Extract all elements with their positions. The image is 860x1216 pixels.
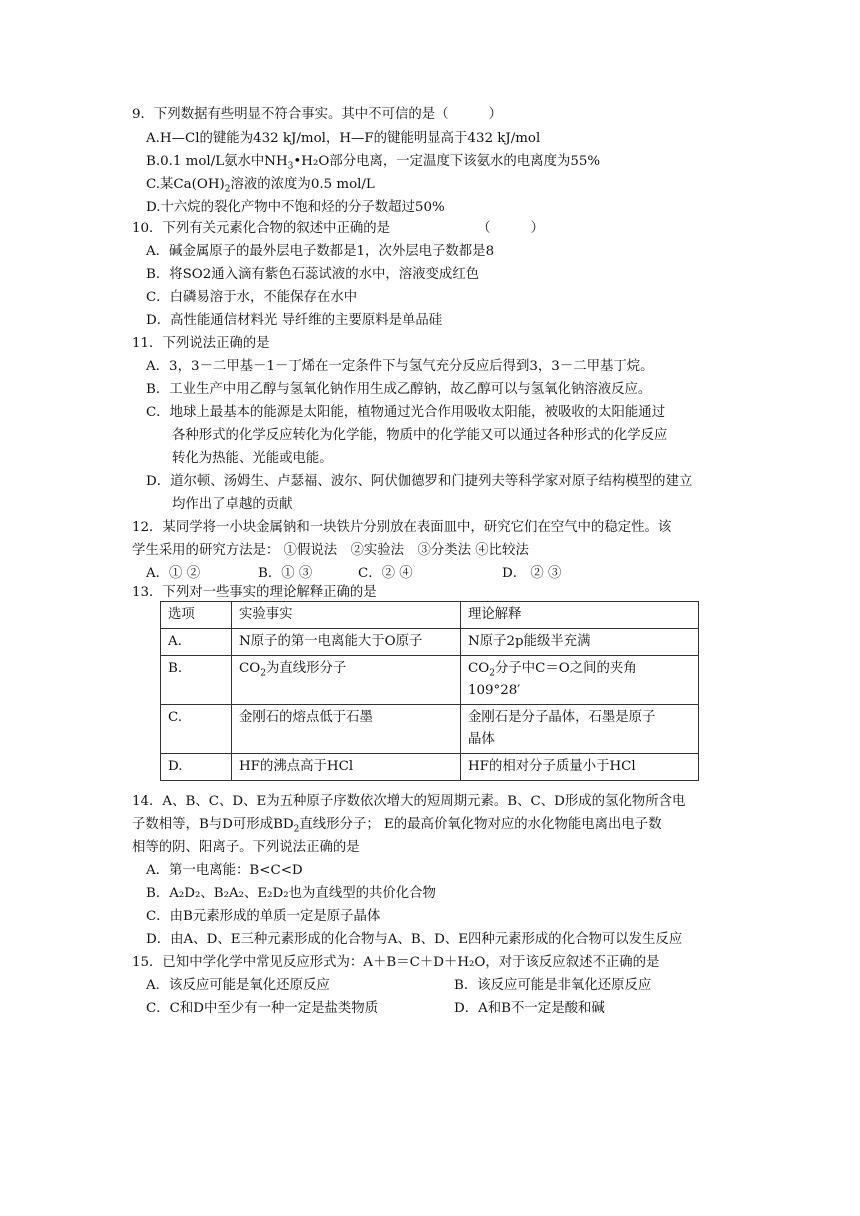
q10-option-d: D．高性能通信材料光 导纤维的主要原料是单品硅 [146, 313, 443, 328]
q11-option-d: D．道尔顿、汤姆生、卢瑟福、波尔、阿伏伽德罗和门捷列夫等科学家对原子结构模型的建立 [146, 474, 693, 489]
q11-option-d-line2: 均作出了卓越的贡献 [172, 497, 293, 512]
q11-option-a: A．3，3－二甲基－1－丁烯在一定条件下与氢气充分反应后得到3，3－二甲基丁烷。 [146, 359, 654, 374]
table-cell-option: D. [161, 754, 232, 781]
q11-option-c-line2: 各种形式的化学反应转化为化学能，物质中的化学能又可以通过各种形式的化学反应 [172, 428, 668, 443]
q14-option-b: B．A₂D₂、B₂A₂、E₂D₂也为直线型的共价化合物 [146, 886, 436, 901]
q9-option-b: B.0.1 mol/L氨水中$NH_3•H_2O$部分电离，一定温度下该氨水的电离度为55% [146, 154, 601, 172]
table-cell-reason: $CO_2$分子中C＝O之间的夹角 109°28′ [461, 656, 699, 705]
q11-option-c-line3: 转化为热能、光能或电能。 [172, 451, 333, 466]
q10-option-a: A．碱金属原子的最外层电子数都是1，次外层电子数都是8 [146, 244, 495, 259]
q10-option-c: C．白磷易溶于水，不能保存在水中 [146, 290, 358, 305]
q15-option-c: C．C和D中至少有一种一定是盐类物质 [146, 1001, 379, 1016]
q12-stem-line2: 学生采用的研究方法是： ①假说法 ②实验法 ③分类法 ④比较法 [132, 543, 529, 558]
table-cell-option: B. [161, 656, 232, 705]
q10-option-b: B．将SO2通入滴有紫色石蕊试液的水中，溶液变成红色 [146, 267, 480, 282]
q14-option-c: C．由B元素形成的单质一定是原子晶体 [146, 909, 381, 924]
table-header-row [161, 602, 699, 629]
table-cell-fact: HF的沸点高于HCl [232, 754, 461, 781]
q15-option-d: D．A和B不一定是酸和碱 [454, 1001, 605, 1016]
q14-stem: 14．A、B、C、D、E为五种原子序数依次增大的短周期元素。B、C、D形成的氢化物所含电 [132, 794, 686, 809]
q14-stem-line3: 相等的阴、阳离子。下列说法正确的是 [132, 840, 360, 855]
table-row [161, 754, 699, 781]
q9-option-d: D.十六烷的裂化产物中不饱和烃的分子数超过50% [146, 200, 445, 215]
q11-stem: 11．下列说法正确的是 [132, 336, 270, 351]
table-cell-reason: N原子2p能级半充满 [461, 629, 699, 656]
q13-stem: 13．下列对一些事实的理论解释正确的是 [132, 585, 377, 600]
q12-option-d: D． ② ③ [502, 566, 562, 581]
table-cell-fact: 金刚石的熔点低于石墨 [232, 705, 461, 754]
q15-option-a: A．该反应可能是氧化还原反应 [146, 978, 330, 993]
q15-option-b: B．该反应可能是非氧化还原反应 [454, 978, 652, 993]
q10-stem: 10．下列有关元素化合物的叙述中正确的是 （ ） [132, 221, 545, 236]
q11-option-b: B．工业生产中用乙醇与氢氧化钠作用生成乙醇钠，故乙醇可以与氢氧化钠溶液反应。 [146, 382, 652, 397]
table-cell-fact: $CO_2$为直线形分子 [232, 656, 461, 705]
table-cell-reason: HF的相对分子质量小于HCl [461, 754, 699, 781]
q12-option-b: B．① ③ [258, 566, 313, 581]
table-row [161, 705, 699, 754]
q9-option-c: C.某$Ca(OH)_2$溶液的浓度为0.5 mol/L [146, 177, 375, 195]
table-row [161, 656, 699, 705]
q15-stem: 15．已知中学化学中常见反应形式为：A＋B＝C＋D＋H₂O，对于该反应叙述不正确的是 [132, 955, 660, 970]
q14-option-d: D．由A、D、E三种元素形成的化合物与A、B、D、E四种元素形成的化合物可以发生反应 [146, 932, 683, 947]
table-cell-option: C. [161, 705, 232, 754]
q9-option-a: A.H—Cl的键能为432 kJ/mol，H—F的键能明显高于432 kJ/mol [146, 131, 541, 146]
q14-option-a: A．第一电离能：B<C<D [146, 863, 303, 878]
table-header-cell: 实验事实 [232, 602, 461, 629]
table-row [161, 629, 699, 656]
table-header-cell: 选项 [161, 602, 232, 629]
q12-option-c: C．② ④ [358, 566, 413, 581]
q11-option-c: C．地球上最基本的能源是太阳能，植物通过光合作用吸收太阳能，被吸收的太阳能通过 [146, 405, 666, 420]
q9-stem: 9．下列数据有些明显不符合事实。其中不可信的是（ ） [132, 107, 503, 122]
table-header-cell: 理论解释 [461, 602, 699, 629]
table-cell-fact: N原子的第一电离能大于O原子 [232, 629, 461, 656]
q14-stem-line2: 子数相等，B与D可形成$BD_2$直线形分子； E的最高价氧化物对应的水化物能电离出电子数 [132, 817, 662, 835]
q12-option-a: A．① ② [146, 566, 201, 581]
q13-table [160, 601, 699, 781]
table-cell-reason: 金刚石是分子晶体，石墨是原子 晶体 [461, 705, 699, 754]
table-cell-option: A. [161, 629, 232, 656]
q12-stem: 12．某同学将一小块金属钠和一块铁片分别放在表面皿中，研究它们在空气中的稳定性。该 [132, 520, 672, 535]
